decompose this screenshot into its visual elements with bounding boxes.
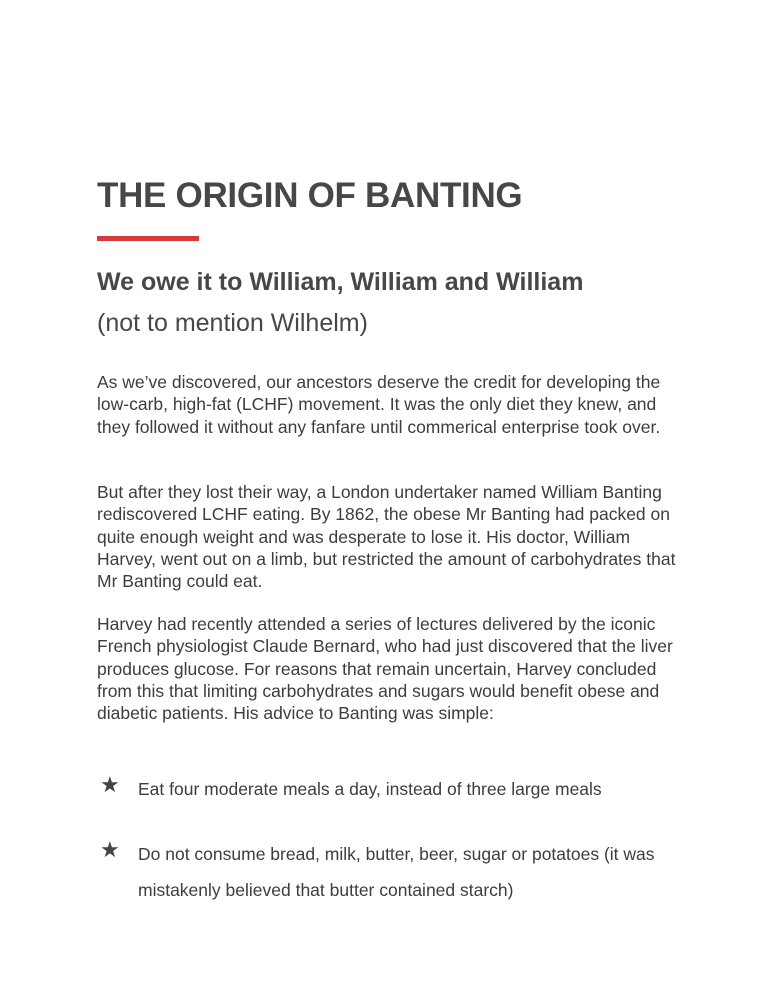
paragraph: But after they lost their way, a London undertaker named William Banting rediscovered LCHF eating. By 1862, the obese Mr Banting had packed on quite enough weight and was desperate to lose it. His doctor, William Harvey, went out on a limb, but restricted the amount of carbohydrates that Mr Banting could eat. — [97, 482, 676, 592]
paragraph: As we’ve discovered, our ancestors deserve the credit for developing the low-carb, high-fat (LCHF) movement. It was the only diet they knew, and they followed it without any fanfare until commerical enterprise took over. — [97, 372, 661, 437]
page-title: THE ORIGIN OF BANTING — [97, 176, 523, 215]
paragraph: Harvey had recently attended a series of lectures delivered by the iconic French physiologist Claude Bernard, who had just discovered that the liver produces glucose. For reasons that remain uncertain, Harvey concluded from this that limiting carbohydrates and sugars would benefit obese and diabetic patients. His advice to Banting was simple: — [97, 614, 673, 724]
star-icon: ★ — [100, 838, 120, 863]
section-subtitle-parenthetical: (not to mention Wilhelm) — [97, 309, 368, 337]
title-underline — [97, 236, 199, 241]
star-icon: ★ — [100, 773, 120, 798]
section-subtitle: We owe it to William, William and William — [97, 268, 584, 296]
list-item-text: Do not consume bread, milk, butter, beer, sugar or potatoes (it was mistakenly believed that butter contained starch) — [138, 844, 655, 900]
list-item-text: Eat four moderate meals a day, instead of three large meals — [138, 779, 602, 799]
